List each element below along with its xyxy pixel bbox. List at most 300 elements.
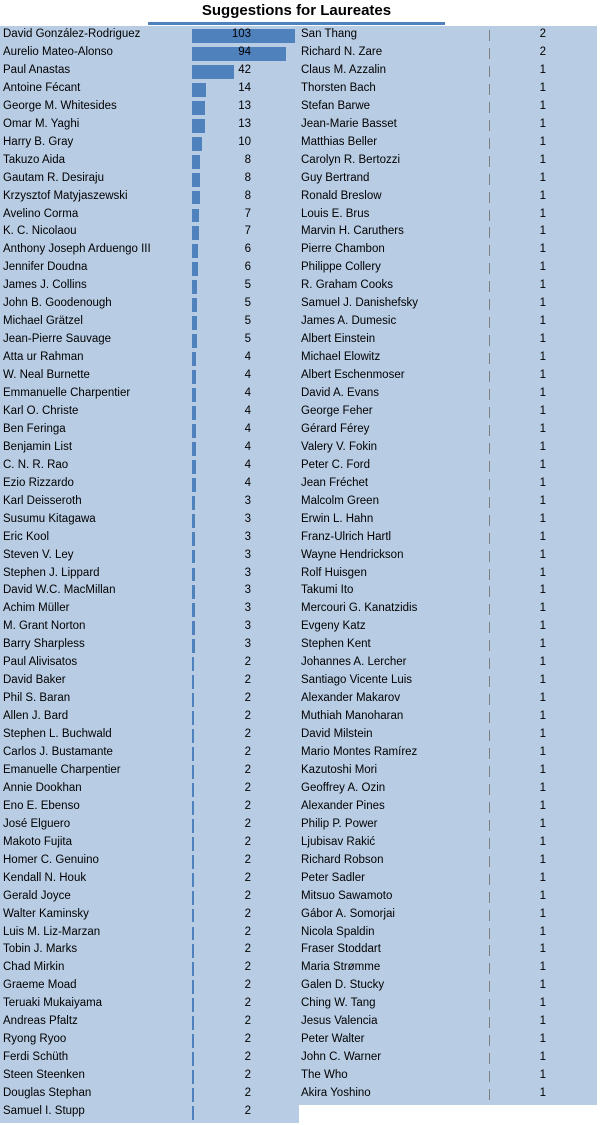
value-label: 1 (539, 404, 546, 417)
bar (192, 478, 196, 492)
bar (192, 532, 195, 546)
value-label: 4 (244, 351, 251, 364)
value-label: 2 (244, 728, 251, 741)
bar (192, 909, 194, 923)
category-label: John B. Goodenough (3, 297, 112, 310)
value-label: 5 (244, 279, 251, 292)
cell-separator (489, 335, 490, 346)
cell-separator (489, 928, 490, 939)
category-label: Chad Mirkin (3, 961, 65, 974)
value-label: 1 (539, 530, 546, 543)
cell-separator (489, 551, 490, 562)
bar (192, 1070, 194, 1084)
value-label: 2 (244, 853, 251, 866)
value-label: 4 (244, 422, 251, 435)
cell-separator (489, 802, 490, 813)
value-label: 1 (539, 333, 546, 346)
value-label: 2 (244, 835, 251, 848)
category-label: David A. Evans (301, 387, 379, 399)
category-label: Albert Eschenmoser (301, 369, 405, 382)
cell-separator (489, 784, 490, 795)
category-label: Paul Alivisatos (3, 656, 78, 669)
category-label: Valery V. Fokin (301, 440, 378, 453)
value-label: 42 (238, 63, 251, 76)
bar (192, 855, 194, 869)
value-label: 1 (539, 189, 546, 202)
bar (192, 119, 205, 133)
cell-separator (489, 676, 490, 687)
category-label: James J. Collins (3, 279, 87, 292)
bar (192, 424, 196, 438)
bar (192, 460, 196, 474)
value-label: 2 (244, 656, 251, 669)
category-label: Kazutoshi Mori (301, 763, 378, 776)
value-label: 1 (539, 458, 546, 471)
value-label: 4 (244, 476, 251, 489)
cell-separator (489, 102, 490, 113)
category-label: Douglas Stephan (3, 1087, 92, 1100)
category-label: Claus M. Azzalin (301, 63, 387, 76)
value-label: 2 (244, 943, 251, 956)
value-label: 1 (539, 979, 546, 992)
value-label: 1 (539, 548, 546, 561)
category-label: Ben Feringa (3, 422, 66, 435)
bar (192, 873, 194, 887)
category-label: M. Grant Norton (3, 620, 86, 633)
value-label: 94 (238, 45, 251, 58)
category-label: Teruaki Mukaiyama (3, 997, 103, 1010)
bar (192, 1034, 194, 1048)
category-label: Steen Steenken (3, 1069, 85, 1082)
value-label: 8 (244, 189, 251, 202)
category-label: Akira Yoshino (301, 1087, 371, 1100)
cell-separator (489, 730, 490, 741)
value-label: 7 (244, 207, 251, 220)
value-label: 1 (539, 584, 546, 597)
category-label: Richard N. Zare (301, 45, 383, 58)
bar (192, 1016, 194, 1030)
bar (192, 262, 198, 276)
cell-separator (489, 156, 490, 167)
bar (192, 765, 194, 779)
value-label: 1 (539, 710, 546, 723)
category-label: Gérard Férey (301, 422, 370, 435)
bar (192, 244, 198, 258)
cell-separator (489, 353, 490, 364)
value-label: 1 (539, 135, 546, 148)
bar (192, 1088, 194, 1102)
category-label: Marvin H. Caruthers (301, 225, 404, 238)
value-label: 1 (539, 243, 546, 256)
category-label: Karl O. Christe (3, 404, 79, 417)
category-label: Jean-Marie Basset (301, 117, 397, 130)
bar (192, 693, 194, 707)
category-label: Eric Kool (3, 530, 50, 543)
value-label: 3 (244, 584, 251, 597)
cell-separator (489, 371, 490, 382)
category-label: Peter Sadler (301, 871, 365, 884)
value-label: 1 (539, 566, 546, 579)
cell-separator (489, 981, 490, 992)
value-label: 3 (244, 638, 251, 651)
category-label: John C. Warner (301, 1051, 382, 1064)
cell-separator (489, 425, 490, 436)
category-label: Maria Strømme (301, 961, 381, 974)
category-label: Evgeny Katz (301, 620, 366, 633)
category-label: Malcolm Green (301, 494, 379, 507)
category-label: Philip P. Power (301, 817, 378, 830)
category-label: Makoto Fujita (3, 835, 73, 848)
bar (192, 585, 195, 599)
value-label: 1 (539, 225, 546, 238)
category-label: Michael Elowitz (301, 351, 381, 364)
value-label: 103 (231, 28, 251, 40)
value-label: 3 (244, 530, 251, 543)
cell-separator (489, 766, 490, 777)
category-label: Tobin J. Marks (3, 943, 78, 956)
bar (192, 191, 200, 205)
cell-separator (489, 48, 490, 59)
category-label: Luis M. Liz-Marzan (3, 925, 101, 938)
bar (192, 550, 195, 564)
category-label: Jean Fréchet (301, 476, 369, 489)
value-label: 2 (244, 997, 251, 1010)
category-label: W. Neal Burnette (3, 369, 90, 382)
category-label: David Baker (3, 674, 66, 687)
category-label: Anthony Joseph Arduengo III (3, 243, 151, 256)
value-label: 2 (244, 1033, 251, 1046)
cell-separator (489, 1071, 490, 1082)
value-label: 1 (539, 387, 546, 399)
value-label: 1 (539, 422, 546, 435)
bar (192, 980, 194, 994)
value-label: 4 (244, 440, 251, 453)
value-label: 2 (244, 961, 251, 974)
value-label: 1 (539, 171, 546, 184)
value-label: 2 (244, 1051, 251, 1064)
value-label: 1 (539, 889, 546, 902)
category-label: Peter C. Ford (301, 458, 371, 471)
category-label: Galen D. Stucky (301, 979, 385, 992)
cell-separator (489, 281, 490, 292)
category-label: K. C. Nicolaou (3, 225, 77, 238)
value-label: 1 (539, 1015, 546, 1028)
cell-separator (489, 533, 490, 544)
cell-separator (489, 856, 490, 867)
category-label: Aurelio Mateo-Alonso (3, 45, 113, 58)
bar (192, 783, 194, 797)
bar (192, 388, 196, 402)
category-label: Ljubisav Rakić (301, 835, 376, 848)
category-label: Carolyn R. Bertozzi (301, 153, 401, 166)
bar (192, 819, 194, 833)
value-label: 2 (539, 45, 546, 58)
value-label: 3 (244, 512, 251, 525)
cell-separator (489, 84, 490, 95)
value-label: 1 (539, 1087, 546, 1100)
value-label: 1 (539, 746, 546, 758)
category-label: Susumu Kitagawa (3, 512, 96, 525)
bar (192, 352, 196, 366)
bar (192, 801, 194, 815)
category-label: George M. Whitesides (3, 99, 117, 112)
cell-separator (489, 694, 490, 705)
category-label: David Milstein (301, 728, 373, 741)
cell-separator (489, 658, 490, 669)
value-label: 4 (244, 387, 251, 399)
cell-separator (489, 1017, 490, 1028)
value-label: 14 (238, 81, 251, 94)
value-label: 1 (539, 656, 546, 669)
category-label: George Feher (301, 404, 373, 417)
bar (192, 729, 194, 743)
category-label: Ezio Rizzardo (3, 476, 74, 489)
value-label: 1 (539, 1051, 546, 1064)
category-label: Muthiah Manoharan (301, 710, 404, 723)
value-label: 4 (244, 458, 251, 471)
bar (192, 927, 194, 941)
value-label: 2 (244, 925, 251, 938)
cell-separator (489, 389, 490, 400)
value-label: 2 (244, 907, 251, 920)
category-label: Samuel J. Danishefsky (301, 297, 418, 310)
category-label: Takuzo Aida (3, 153, 66, 166)
category-label: R. Graham Cooks (301, 279, 394, 292)
value-label: 7 (244, 225, 251, 238)
bar (192, 891, 194, 905)
value-label: 4 (244, 369, 251, 382)
cell-separator (489, 138, 490, 149)
value-label: 1 (539, 728, 546, 741)
bar (192, 101, 205, 115)
category-label: Stefan Barwe (301, 99, 371, 112)
category-label: Achim Müller (3, 602, 70, 615)
bar (192, 711, 194, 725)
category-label: Karl Deisseroth (3, 494, 82, 507)
cell-separator (489, 317, 490, 328)
cell-separator (489, 586, 490, 597)
value-label: 1 (539, 997, 546, 1010)
category-label: Stephen J. Lippard (3, 566, 100, 579)
value-label: 1 (539, 925, 546, 938)
category-label: Stephen Kent (301, 638, 371, 651)
bar (192, 173, 200, 187)
cell-separator (489, 748, 490, 759)
category-label: David W.C. MacMillan (3, 584, 116, 597)
cell-separator (489, 497, 490, 508)
value-label: 1 (539, 638, 546, 651)
value-label: 1 (539, 692, 546, 705)
cell-separator (489, 245, 490, 256)
cell-separator (489, 66, 490, 77)
value-label: 2 (539, 28, 546, 40)
cell-separator (489, 1089, 490, 1100)
category-label: San Thang (301, 28, 358, 40)
value-label: 2 (244, 1105, 251, 1117)
value-label: 2 (244, 871, 251, 884)
category-label: Ching W. Tang (301, 997, 376, 1010)
value-label: 1 (539, 351, 546, 364)
value-label: 1 (539, 117, 546, 130)
value-label: 1 (539, 153, 546, 166)
cell-separator (489, 604, 490, 615)
category-label: Fraser Stoddart (301, 943, 381, 956)
category-label: Stephen L. Buchwald (3, 728, 112, 741)
bar (192, 621, 195, 635)
bar (192, 406, 196, 420)
category-label: Alexander Pines (301, 799, 385, 812)
cell-separator (489, 910, 490, 921)
category-label: Jean-Pierre Sauvage (3, 333, 112, 346)
category-label: Franz-Ulrich Hartl (301, 530, 392, 543)
value-label: 8 (244, 153, 251, 166)
bar (192, 83, 206, 97)
cell-separator (489, 120, 490, 131)
category-label: Carlos J. Bustamante (3, 746, 113, 758)
category-label: Steven V. Ley (3, 548, 74, 561)
category-label: Ferdi Schüth (3, 1051, 69, 1064)
value-label: 1 (539, 961, 546, 974)
value-label: 5 (244, 315, 251, 328)
bar (192, 1052, 194, 1066)
category-label: The Who (301, 1069, 348, 1082)
cell-separator (489, 443, 490, 454)
cell-separator (489, 963, 490, 974)
category-label: Richard Robson (301, 853, 384, 866)
bar (192, 675, 194, 689)
category-label: Takumi Ito (301, 584, 354, 597)
category-label: Philippe Collery (301, 261, 381, 274)
category-label: Emanuelle Charpentier (3, 763, 121, 776)
value-label: 1 (539, 512, 546, 525)
cell-separator (489, 999, 490, 1010)
bar (192, 657, 194, 671)
category-label: Graeme Moad (3, 979, 77, 992)
value-label: 1 (539, 835, 546, 848)
bar (192, 316, 197, 330)
category-label: James A. Dumesic (301, 315, 397, 328)
value-label: 1 (539, 369, 546, 382)
category-label: Ronald Breslow (301, 189, 382, 202)
category-label: Matthias Beller (301, 135, 378, 148)
bar (192, 298, 197, 312)
value-label: 5 (244, 333, 251, 346)
category-label: Gautam R. Desiraju (3, 171, 104, 184)
value-label: 1 (539, 781, 546, 794)
cell-separator (489, 407, 490, 418)
bar (192, 334, 197, 348)
category-label: Jesus Valencia (301, 1015, 378, 1028)
category-label: Louis E. Brus (301, 207, 370, 220)
category-label: Jennifer Doudna (3, 261, 88, 274)
value-label: 1 (539, 494, 546, 507)
category-label: Mario Montes Ramírez (301, 746, 418, 758)
value-label: 1 (539, 440, 546, 453)
value-label: 3 (244, 566, 251, 579)
bar (192, 137, 202, 151)
value-label: 10 (238, 135, 251, 148)
category-label: Mercouri G. Kanatzidis (301, 602, 418, 615)
cell-separator (489, 1053, 490, 1064)
category-label: Alexander Makarov (301, 692, 401, 705)
cell-separator (489, 461, 490, 472)
value-label: 1 (539, 81, 546, 94)
value-label: 2 (244, 674, 251, 687)
category-label: Avelino Corma (3, 207, 79, 220)
category-label: Annie Dookhan (3, 781, 82, 794)
value-label: 8 (244, 171, 251, 184)
value-label: 1 (539, 297, 546, 310)
bar (192, 962, 194, 976)
value-label: 1 (539, 279, 546, 292)
value-label: 2 (244, 889, 251, 902)
value-label: 3 (244, 602, 251, 615)
value-label: 1 (539, 261, 546, 274)
bar (192, 226, 199, 240)
value-label: 1 (539, 1033, 546, 1046)
category-label: Nicola Spaldin (301, 925, 375, 938)
category-label: Allen J. Bard (3, 710, 69, 723)
cell-separator (489, 227, 490, 238)
value-label: 1 (539, 99, 546, 112)
value-label: 2 (244, 763, 251, 776)
value-label: 2 (244, 817, 251, 830)
value-label: 2 (244, 781, 251, 794)
category-label: Samuel I. Stupp (3, 1105, 85, 1117)
category-label: David González-Rodriguez (3, 28, 141, 40)
category-label: Pierre Chambon (301, 243, 385, 256)
category-label: Erwin L. Hahn (301, 512, 374, 525)
value-label: 5 (244, 297, 251, 310)
bar (192, 639, 195, 653)
category-label: Benjamin List (3, 440, 73, 453)
category-label: Ryong Ryoo (3, 1033, 67, 1046)
category-label: Kendall N. Houk (3, 871, 87, 884)
category-label: Michael Grätzel (3, 315, 83, 328)
chart-title: Suggestions for Laureates (201, 2, 392, 19)
cell-separator (489, 892, 490, 903)
value-label: 13 (238, 99, 251, 112)
cell-separator (489, 712, 490, 723)
value-label: 1 (539, 817, 546, 830)
value-label: 1 (539, 207, 546, 220)
category-label: Albert Einstein (301, 333, 376, 346)
value-label: 1 (539, 602, 546, 615)
value-label: 1 (539, 799, 546, 812)
value-label: 1 (539, 476, 546, 489)
value-label: 2 (244, 799, 251, 812)
category-label: Gerald Joyce (3, 889, 71, 902)
category-label: Antoine Fécant (3, 81, 81, 94)
value-label: 1 (539, 63, 546, 76)
cell-separator (489, 30, 490, 41)
category-label: Omar M. Yaghi (3, 117, 80, 130)
category-label: Paul Anastas (3, 63, 71, 76)
value-label: 2 (244, 1087, 251, 1100)
category-label: Wayne Hendrickson (301, 548, 404, 561)
bar (192, 568, 195, 582)
cell-separator (489, 622, 490, 633)
category-label: Phil S. Baran (3, 692, 71, 705)
category-label: Walter Kaminsky (3, 907, 89, 920)
value-label: 2 (244, 746, 251, 758)
cell-separator (489, 299, 490, 310)
category-label: Atta ur Rahman (3, 351, 84, 364)
bar (192, 998, 194, 1012)
bar (192, 370, 196, 384)
bar (192, 514, 195, 528)
category-label: Harry B. Gray (3, 135, 74, 148)
